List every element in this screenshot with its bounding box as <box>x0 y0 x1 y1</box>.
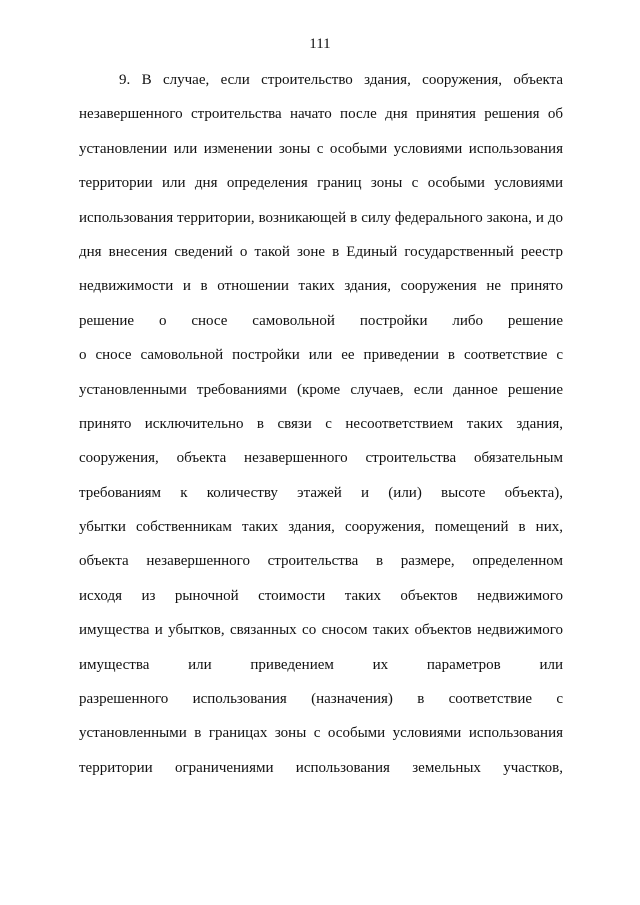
text-line: установленными требованиями (кроме случаев, если данное решение <box>79 381 563 398</box>
text-line: исходя из рыночной стоимости таких объектов недвижимого <box>79 587 563 604</box>
paragraph-9 <box>79 70 563 792</box>
text-line: дня внесения сведений о такой зоне в Единый государственный реестр <box>79 243 563 260</box>
page-number: 111 <box>309 36 331 52</box>
text-line: недвижимости и в отношении таких здания, сооружения не принято <box>79 278 563 295</box>
text-line: использования территории, возникающей в силу федерального закона, и до <box>79 209 563 226</box>
text-line: 9. В случае, если строительство здания, сооружения, объекта <box>119 72 563 88</box>
text-line: установленными в границах зоны с особыми условиями использования <box>79 725 563 742</box>
text-line: решение о сносе самовольной постройки либо решение <box>79 312 563 329</box>
text-line: разрешенного использования (назначения) в соответствие с <box>79 691 563 708</box>
text-line: требованиям к количеству этажей и (или) высоте объекта), <box>79 484 563 501</box>
text-line: объекта незавершенного строительства в размере, определенном <box>79 553 563 570</box>
text-line: принято исключительно в связи с несоответствием таких здания, <box>79 415 563 432</box>
text-line: имущества и убытков, связанных со сносом таких объектов недвижимого <box>79 622 563 639</box>
text-line: убытки собственникам таких здания, сооружения, помещений в них, <box>79 519 563 536</box>
text-line: имущества или приведением их параметров или <box>79 656 563 673</box>
text-line: о сносе самовольной постройки или ее приведении в соответствие с <box>79 347 563 364</box>
text-line: территории или дня определения границ зоны с особыми условиями <box>79 175 563 192</box>
text-line: незавершенного строительства начато после дня принятия решения об <box>79 106 563 123</box>
text-line: сооружения, объекта незавершенного строительства обязательным <box>79 450 563 467</box>
text-line: территории ограничениями использования земельных участков, <box>79 759 563 776</box>
text-line: установлении или изменении зоны с особыми условиями использования <box>79 140 563 157</box>
